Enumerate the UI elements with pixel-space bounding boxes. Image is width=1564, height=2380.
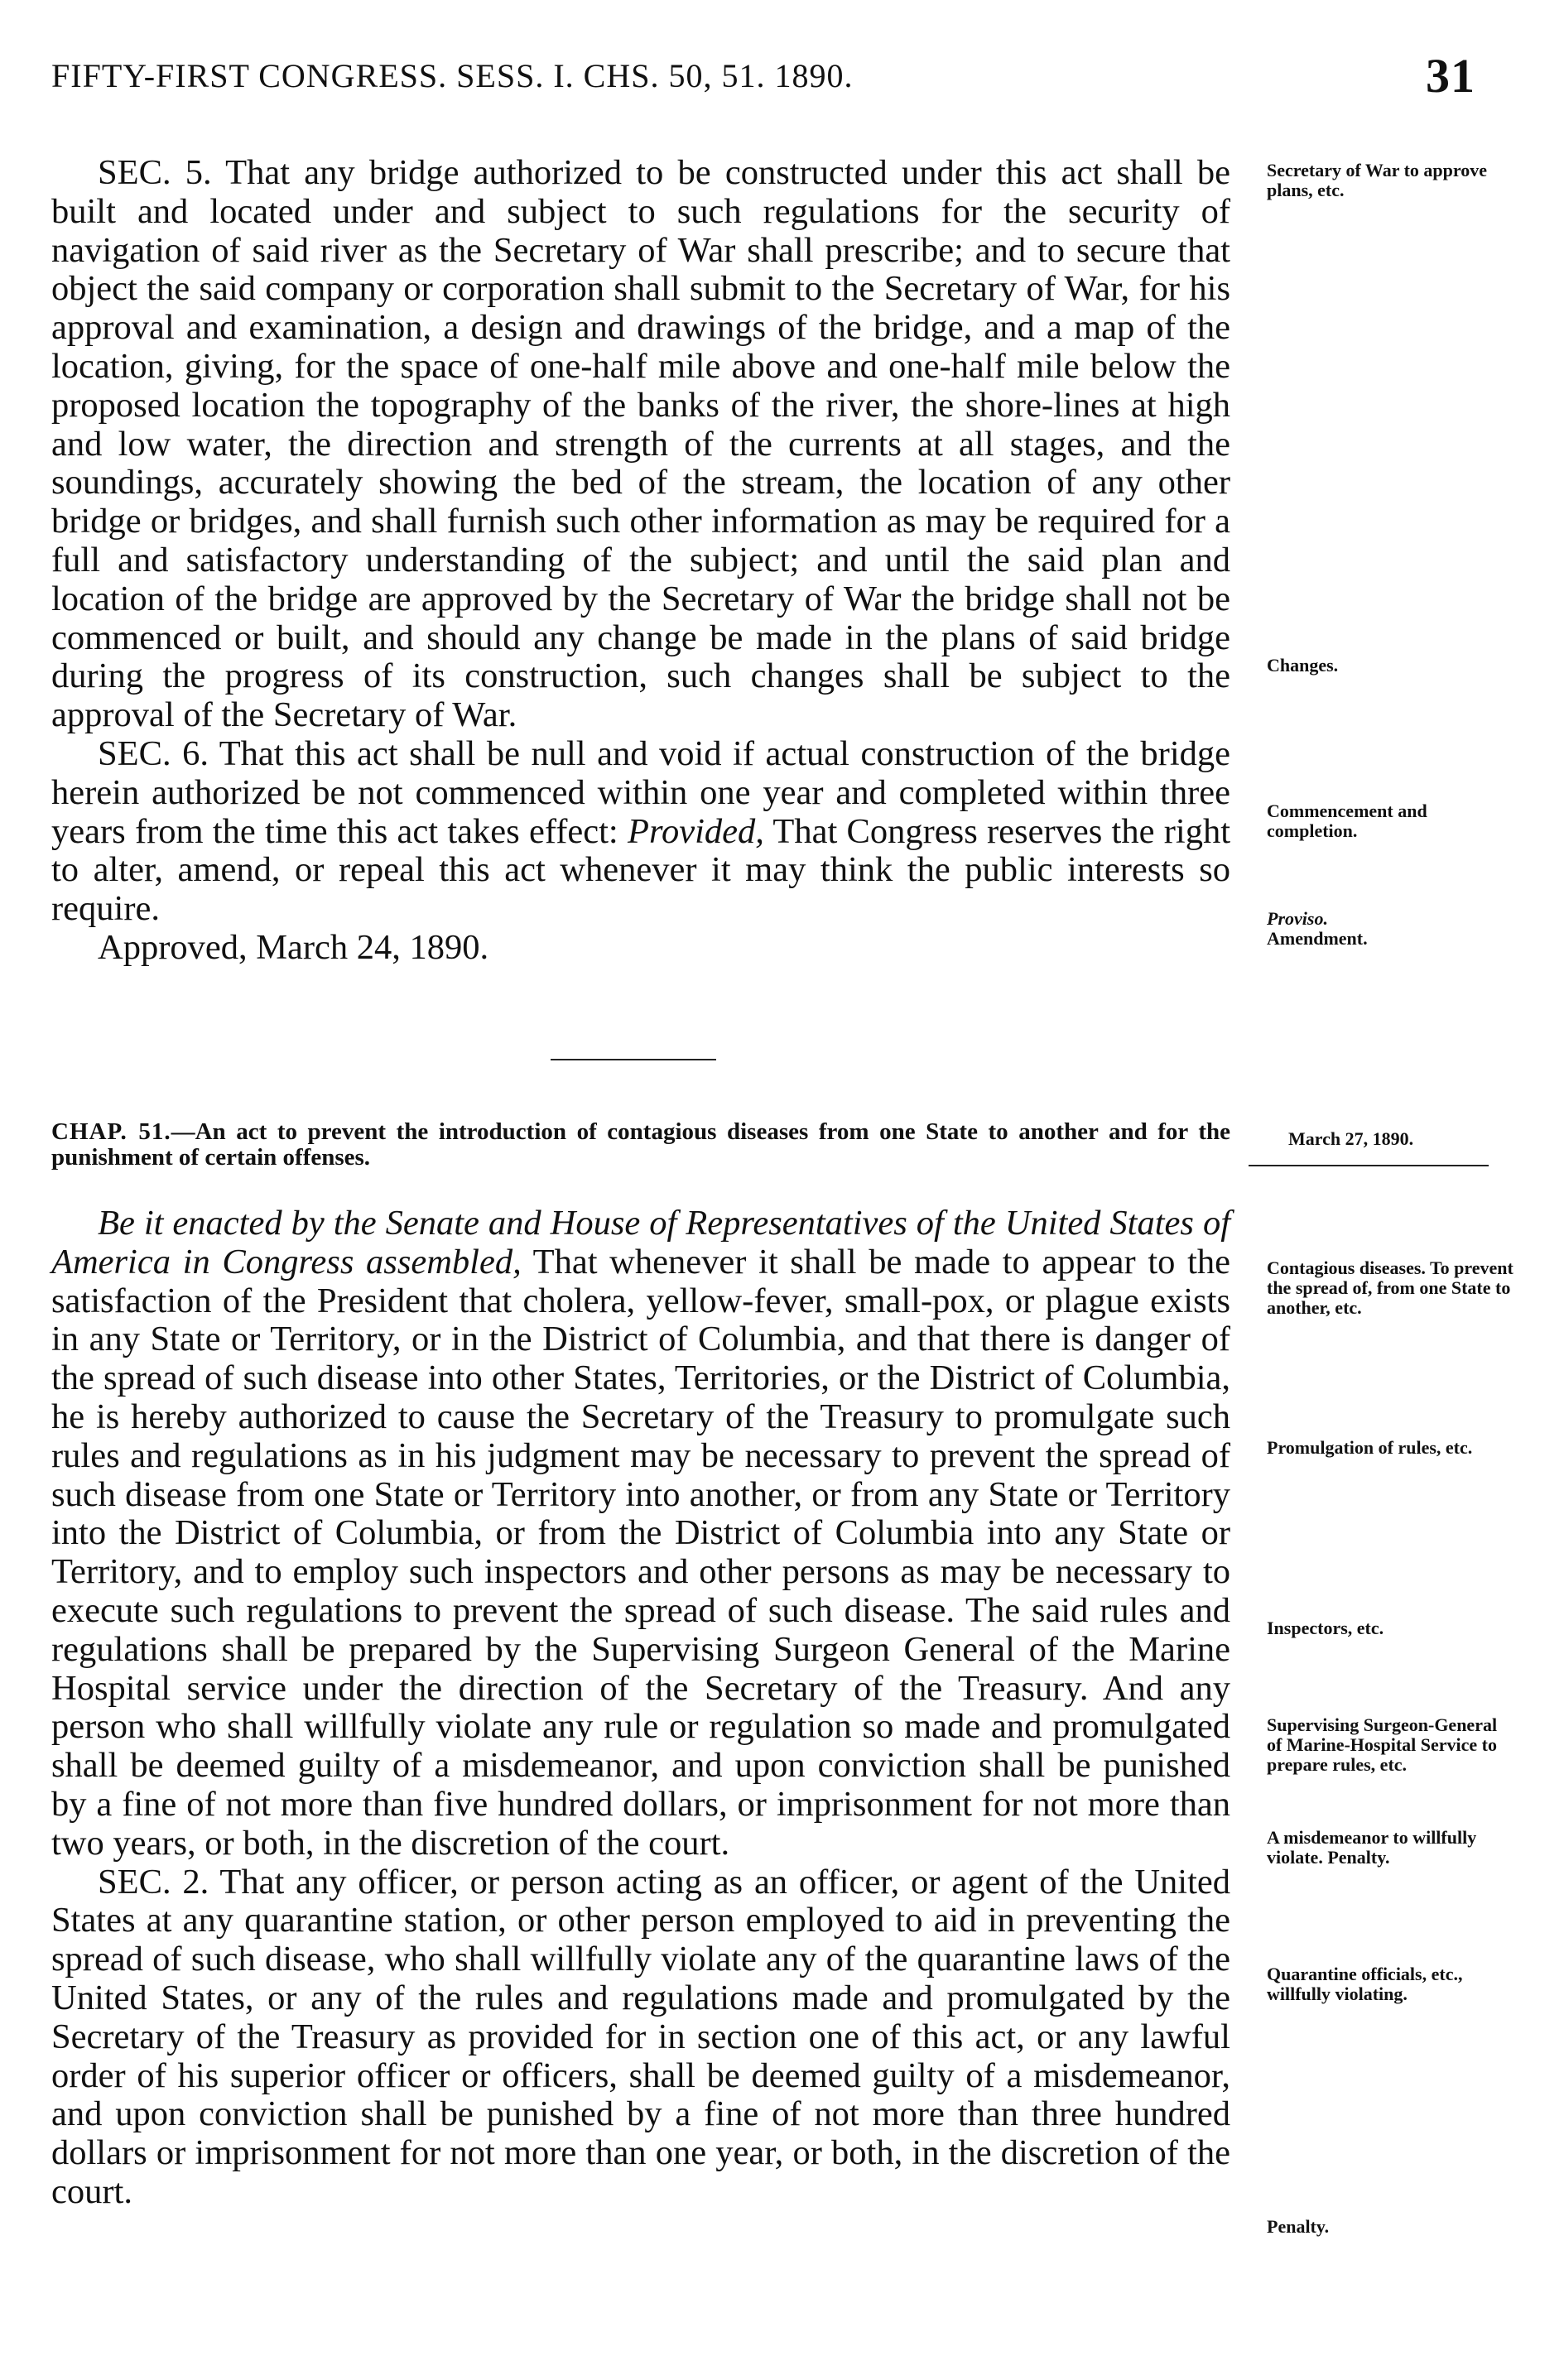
section-6-paragraph (51, 735, 1230, 929)
section-2-paragraph (51, 1863, 1230, 2212)
chapter-heading (51, 1119, 1230, 1171)
margin-note-inspectors: Inspectors, etc. (1267, 1618, 1384, 1638)
margin-note-penalty: Penalty. (1267, 2216, 1330, 2237)
proviso-text: That Congress reserves the right to alter, amend, or repeal this act whenever it may think the public interests so require. (51, 811, 1231, 929)
margin-note-contagious: Contagious diseases. To prevent the spread of, from one State to another, etc. (1267, 1257, 1513, 1318)
chapter-date: March 27, 1890. (1288, 1128, 1414, 1149)
proviso-word: Provided, (628, 811, 764, 851)
section-1-text: That whenever it shall be made to appear to the satisfaction of the President that cholera, yellow-fever, small-pox, or plague exists in any State or Territory, or in the District of Columbia, and that there is danger of the spread of such disease into other States, Territories, or the District of Columbia, he is hereby authorized to cause the Secretary of the Treasury to promulgate such rules and regulations as in his judgment may be necessary to prevent the spread of such disease from one State or Territory into another, or from any State or Territory into the District of Columbia, or from the District of Columbia into any State or Territory, and to employ such inspectors and other persons as may be necessary to execute such regulations to prevent the spread of such disease. The said rules and regulations shall be prepared by the Supervising Surgeon General of the Marine Hospital service under the direction of the Secretary of the Treasury. And any person who shall willfully violate any rule or regulation so made and promulgated shall be deemed guilty of a misdemeanor, and upon conviction shall be punished by a fine of not more than five hundred dollars, or imprisonment for not more than two years, or both, in the discretion of the court. (51, 1242, 1230, 1863)
margin-note-changes: Changes. (1267, 655, 1339, 676)
margin-note-amendment: Amendment. (1267, 928, 1368, 949)
date-underline (1249, 1165, 1489, 1166)
section-1-paragraph (51, 1204, 1230, 1863)
margin-note-proviso: Proviso. (1267, 908, 1328, 929)
section-6-text: That this act shall be null and void if actual construction of the bridge herein authorized be not commenced within one year and completed within three years from the time this act takes effect: (51, 733, 1231, 851)
section-2-text: That any officer, or person acting as an officer, or agent of the United States at any quarantine station, or other person employed to aid in preventing the spread of such disease, who shall willfully violate any of the quarantine laws of the United States, or any of the rules and regulations made and promulgated by the Secretary of the Treasury as provided for in section one of this act, or any lawful order of his superior officer or officers, shall be deemed guilty of a misdemeanor, and upon conviction shall be punished by a fine of not more than three hundred dollars or imprisonment for not more than one year, or both, in the discretion of the court. (51, 1862, 1230, 2211)
section-divider (551, 1059, 716, 1060)
margin-note-secretary-of-war: Secretary of War to approve plans, etc. (1267, 160, 1487, 200)
sections-5-6 (51, 154, 1230, 968)
page-number: 31 (1426, 49, 1475, 103)
section-5-text: That any bridge authorized to be constructed under this act shall be built and located under and subject to such regulations for the security of navigation of said river as the Secretary of War shall prescribe; and to secure that object the said company or corporation shall submit to the Secretary of War, for his approval and examination, a design and drawings of the bridge, and a map of the location, giving, for the space of one-half mile above and one-half mile below the proposed location the topography of the banks of the river, the shore-lines at high and low water, the direction and strength of the currents at all stages, and the soundings, accurately showing the bed of the stream, the location of any other bridge or bridges, and shall furnish such other information as may be required for a full and satisfactory understanding of the subject; and until the said plan and location of the bridge are approved by the Secretary of War the bridge shall not be commenced or built, and should any change be made in the plans of said bridge during the progress of its construction, such changes shall be subject to the approval of the Secretary of War. (51, 153, 1231, 735)
chapter-title: —An act to prevent the introduction of contagious diseases from one State to another and for the punishment of certain offenses. (51, 1118, 1231, 1171)
section-5-paragraph (51, 154, 1230, 735)
margin-note-misdemeanor: A misdemeanor to willfully violate. Penalty. (1267, 1827, 1477, 1868)
header-title: FIFTY-FIRST CONGRESS. SESS. I. CHS. 50, 51. 1890. (51, 57, 854, 94)
chapter-51-body (51, 1204, 1230, 2212)
running-header (51, 49, 1475, 114)
section-5-label: SEC. 5. (98, 153, 212, 192)
margin-note-supervising: Supervising Surgeon-General of Marine-Hospital Service to prepare rules, etc. (1267, 1714, 1498, 1775)
section-6-label: SEC. 6. (98, 733, 209, 773)
chapter-number: CHAP. 51. (51, 1118, 171, 1145)
enacting-clause: Be it enacted by the Senate and House of Representatives of the United States of America in Congress assembled, (51, 1204, 1230, 1281)
margin-note-promulgation: Promulgation of rules, etc. (1267, 1437, 1473, 1458)
margin-note-quarantine: Quarantine officials, etc., willfully violating. (1267, 1964, 1463, 2004)
margin-note-commencement: Commencement and completion. (1267, 801, 1427, 841)
section-2-label: SEC. 2. (98, 1862, 209, 1902)
approval-date: Approved, March 24, 1890. (98, 927, 489, 967)
